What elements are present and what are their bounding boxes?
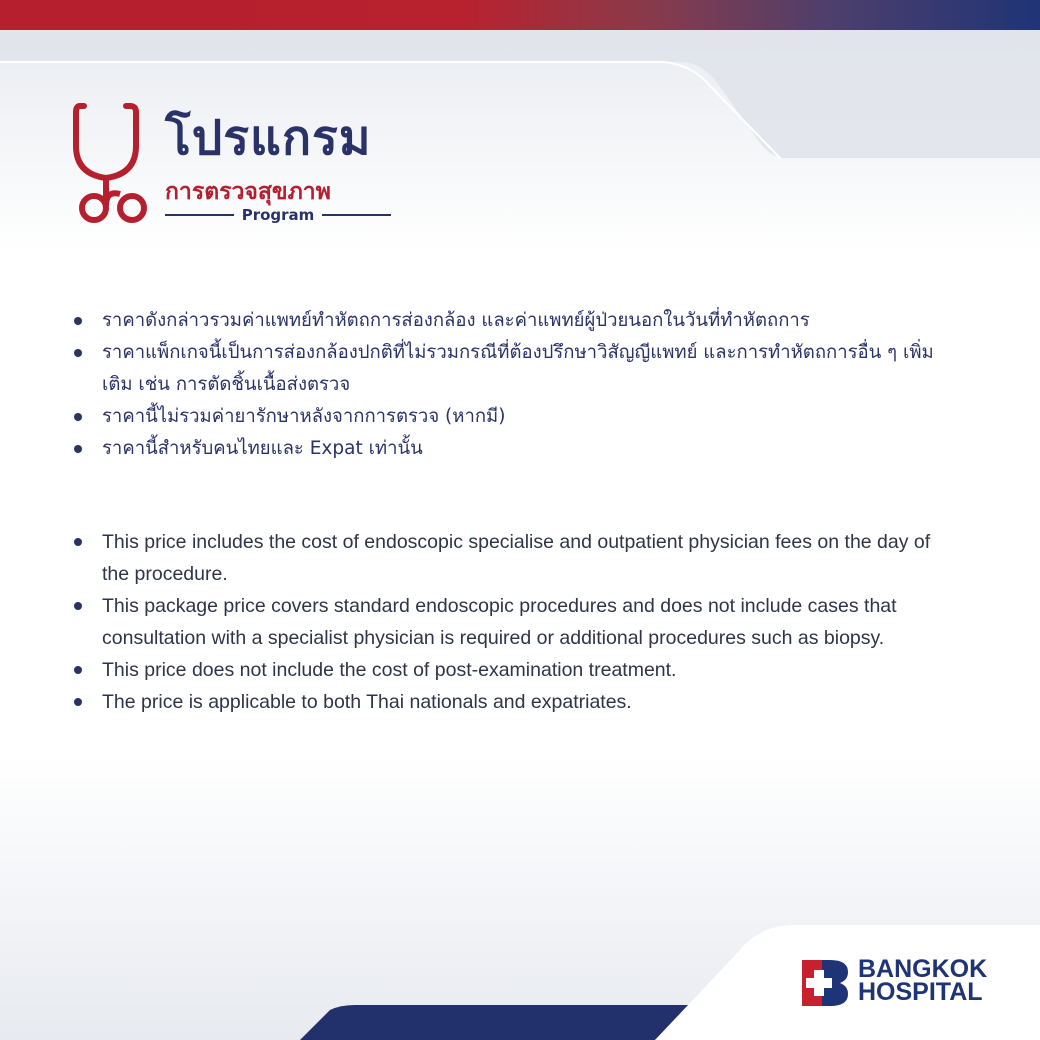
bullet-icon xyxy=(74,413,82,421)
english-note-item xyxy=(72,654,932,686)
logo-program-row xyxy=(165,206,391,224)
brand-line-2: HOSPITAL xyxy=(858,978,983,1006)
bullet-icon xyxy=(74,349,82,357)
english-note-text: This package price covers standard endoscopic procedures and does not include cases that consultation with a specialist physician is required or additional procedures such as biopsy. xyxy=(102,595,897,649)
divider-line-right xyxy=(322,214,391,216)
english-note-item xyxy=(72,590,932,654)
thai-note-text: ราคาแพ็กเกจนี้เป็นการส่องกล้องปกติที่ไม่รวมกรณีที่ต้องปรึกษาวิสัญญีแพทย์ และการทำหัตถการอื่น ๆ เพิ่มเติม เช่น การตัดชิ้นเนื้อส่งตรวจ xyxy=(102,342,934,395)
thai-note-text: ราคานี้ไม่รวมค่ายารักษาหลังจากการตรวจ (หากมี) xyxy=(102,406,506,427)
english-note-text: The price is applicable to both Thai nationals and expatriates. xyxy=(102,691,632,713)
english-note-text: This price includes the cost of endoscopic specialise and outpatient physician fees on the day of the procedure. xyxy=(102,531,931,585)
english-note-item xyxy=(72,686,932,718)
logo-program-label: Program xyxy=(241,206,315,224)
bullet-icon xyxy=(74,602,82,610)
thai-note-item xyxy=(72,401,942,433)
brand-name xyxy=(858,955,988,1006)
thai-notes-list xyxy=(72,305,942,465)
thai-note-item xyxy=(72,337,942,401)
logo-title: โปรแกรม xyxy=(165,110,372,166)
thai-note-item xyxy=(72,433,942,465)
english-notes-list xyxy=(72,526,932,718)
logo-subtitle: การตรวจสุขภาพ xyxy=(165,179,331,205)
thai-note-item xyxy=(72,305,942,337)
bullet-icon xyxy=(74,317,82,325)
bullet-icon xyxy=(74,445,82,453)
english-note-text: This price does not include the cost of post-examination treatment. xyxy=(102,659,677,681)
bangkok-hospital-logo-icon xyxy=(800,958,850,1008)
thai-note-text: ราคาดังกล่าวรวมค่าแพทย์ทำหัตถการส่องกล้อง และค่าแพทย์ผู้ป่วยนอกในวันที่ทำหัตถการ xyxy=(102,310,810,331)
bangkok-hospital-brand xyxy=(800,955,1000,1008)
brand-line-1: BANGKOK xyxy=(858,955,988,983)
thai-note-text: ราคานี้สำหรับคนไทยและ Expat เท่านั้น xyxy=(102,438,423,459)
stethoscope-icon xyxy=(70,98,160,228)
bullet-icon xyxy=(74,538,82,546)
english-note-item xyxy=(72,526,932,590)
program-logo xyxy=(70,98,400,228)
divider-line-left xyxy=(165,214,234,216)
bullet-icon xyxy=(74,698,82,706)
bullet-icon xyxy=(74,666,82,674)
